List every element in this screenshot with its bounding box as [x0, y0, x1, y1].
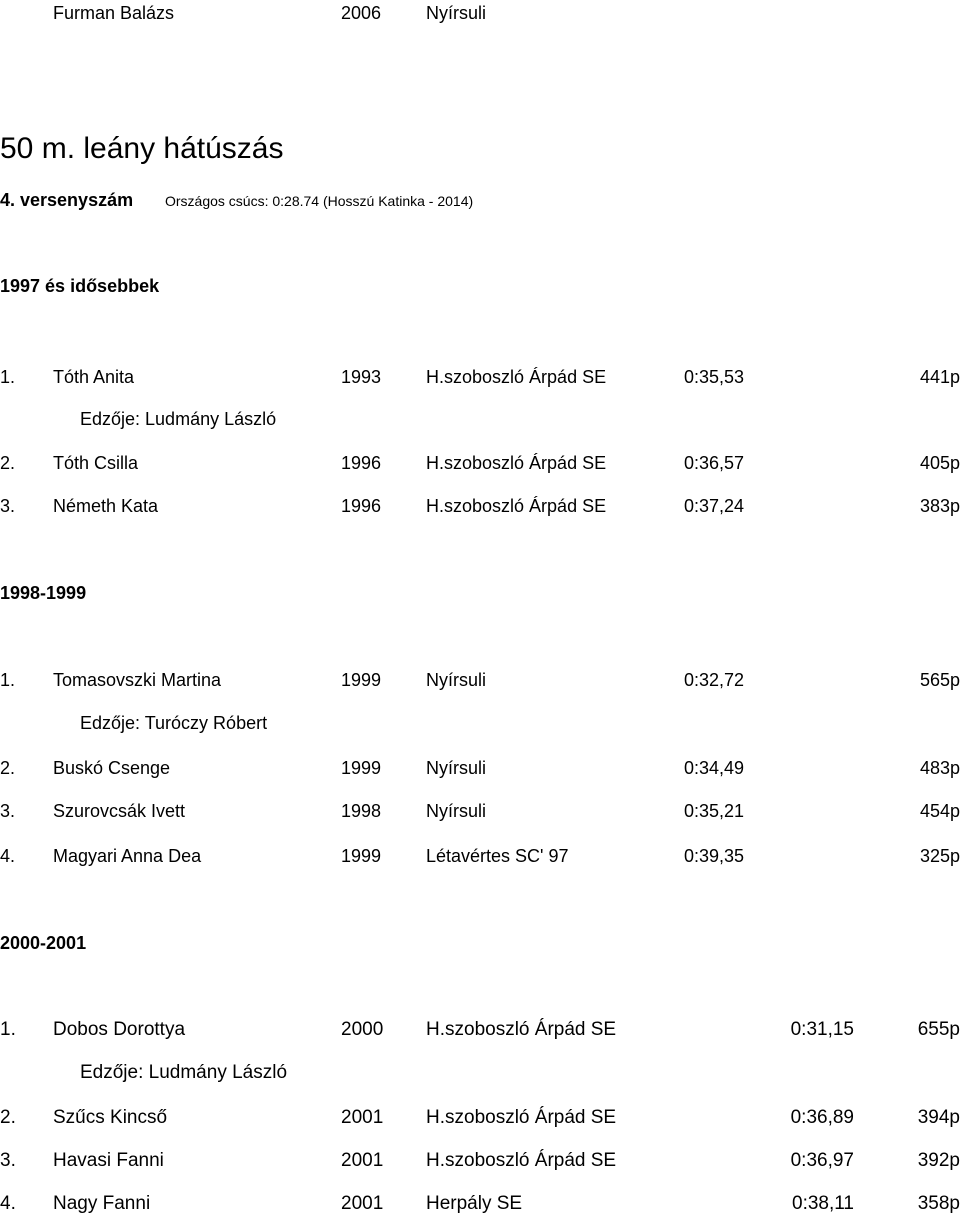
swimmer-name: Havasi Fanni [53, 1150, 164, 1171]
points: 325p [919, 846, 960, 866]
club: H.szoboszló Árpád SE [426, 453, 607, 473]
time: 0:32,72 [683, 670, 744, 690]
club: Nyírsuli [426, 801, 487, 821]
place: 3. [0, 496, 16, 516]
group-title: 2000-2001 [0, 933, 87, 953]
coach: Edzője: Ludmány László [80, 1062, 288, 1083]
club: Létavértes SC' 97 [426, 846, 569, 866]
birth-year: 1996 [341, 496, 382, 516]
event-title: 50 m. leány hátúszás [0, 132, 284, 165]
points: 454p [919, 801, 960, 821]
top-row-club: Nyírsuli [426, 3, 487, 23]
birth-year: 1998 [341, 801, 382, 821]
swimmer-name: Nagy Fanni [53, 1193, 151, 1214]
time: 0:36,97 [790, 1150, 854, 1171]
place: 4. [0, 1193, 16, 1214]
club: H.szoboszló Árpád SE [426, 1150, 617, 1171]
club: H.szoboszló Árpád SE [426, 367, 607, 387]
points: 405p [919, 453, 960, 473]
time: 0:34,49 [683, 758, 744, 778]
club: H.szoboszló Árpád SE [426, 1107, 617, 1128]
points: 383p [919, 496, 960, 516]
swimmer-name: Dobos Dorottya [53, 1019, 186, 1040]
birth-year: 1999 [341, 670, 382, 690]
birth-year: 1999 [341, 758, 382, 778]
place: 2. [0, 1107, 16, 1128]
swimmer-name: Magyari Anna Dea [53, 846, 202, 866]
time: 0:38,11 [792, 1193, 854, 1214]
time: 0:36,57 [683, 453, 744, 473]
points: 392p [917, 1150, 960, 1171]
club: Nyírsuli [426, 758, 487, 778]
swimmer-name: Szurovcsák Ivett [53, 801, 186, 821]
place: 2. [0, 758, 16, 778]
club: Herpály SE [426, 1193, 523, 1214]
coach: Edzője: Ludmány László [80, 409, 277, 429]
time: 0:35,53 [683, 367, 744, 387]
points: 358p [917, 1193, 960, 1214]
place: 2. [0, 453, 16, 473]
swimmer-name: Buskó Csenge [53, 758, 171, 778]
time: 0:39,35 [683, 846, 744, 866]
birth-year: 2001 [341, 1193, 384, 1214]
points: 655p [917, 1019, 960, 1040]
place: 1. [0, 1019, 16, 1040]
place: 1. [0, 670, 16, 690]
birth-year: 1993 [341, 367, 382, 387]
national-record: Országos csúcs: 0:28.74 (Hosszú Katinka - 2014) [165, 193, 474, 209]
place: 4. [0, 846, 16, 866]
event-number: 4. versenyszám [0, 190, 134, 210]
swimmer-name: Tóth Csilla [53, 453, 139, 473]
place: 1. [0, 367, 16, 387]
birth-year: 2001 [341, 1150, 384, 1171]
time: 0:37,24 [683, 496, 744, 516]
club: H.szoboszló Árpád SE [426, 1019, 617, 1040]
swimmer-name: Németh Kata [53, 496, 159, 516]
swimmer-name: Tóth Anita [53, 367, 135, 387]
time: 0:31,15 [790, 1019, 854, 1040]
swimmer-name: Tomasovszki Martina [53, 670, 222, 690]
points: 441p [919, 367, 960, 387]
time: 0:36,89 [790, 1107, 854, 1128]
birth-year: 1999 [341, 846, 382, 866]
coach: Edzője: Turóczy Róbert [80, 713, 268, 733]
club: Nyírsuli [426, 670, 487, 690]
time: 0:35,21 [683, 801, 744, 821]
points: 565p [919, 670, 960, 690]
top-row-year: 2006 [341, 3, 382, 23]
birth-year: 2001 [341, 1107, 384, 1128]
points: 394p [917, 1107, 960, 1128]
group-title: 1997 és idősebbek [0, 276, 160, 296]
birth-year: 1996 [341, 453, 382, 473]
birth-year: 2000 [341, 1019, 384, 1040]
place: 3. [0, 1150, 16, 1171]
points: 483p [919, 758, 960, 778]
swimmer-name: Szűcs Kincső [53, 1107, 168, 1128]
group-title: 1998-1999 [0, 583, 87, 603]
club: H.szoboszló Árpád SE [426, 496, 607, 516]
place: 3. [0, 801, 16, 821]
top-row-name: Furman Balázs [53, 3, 175, 23]
